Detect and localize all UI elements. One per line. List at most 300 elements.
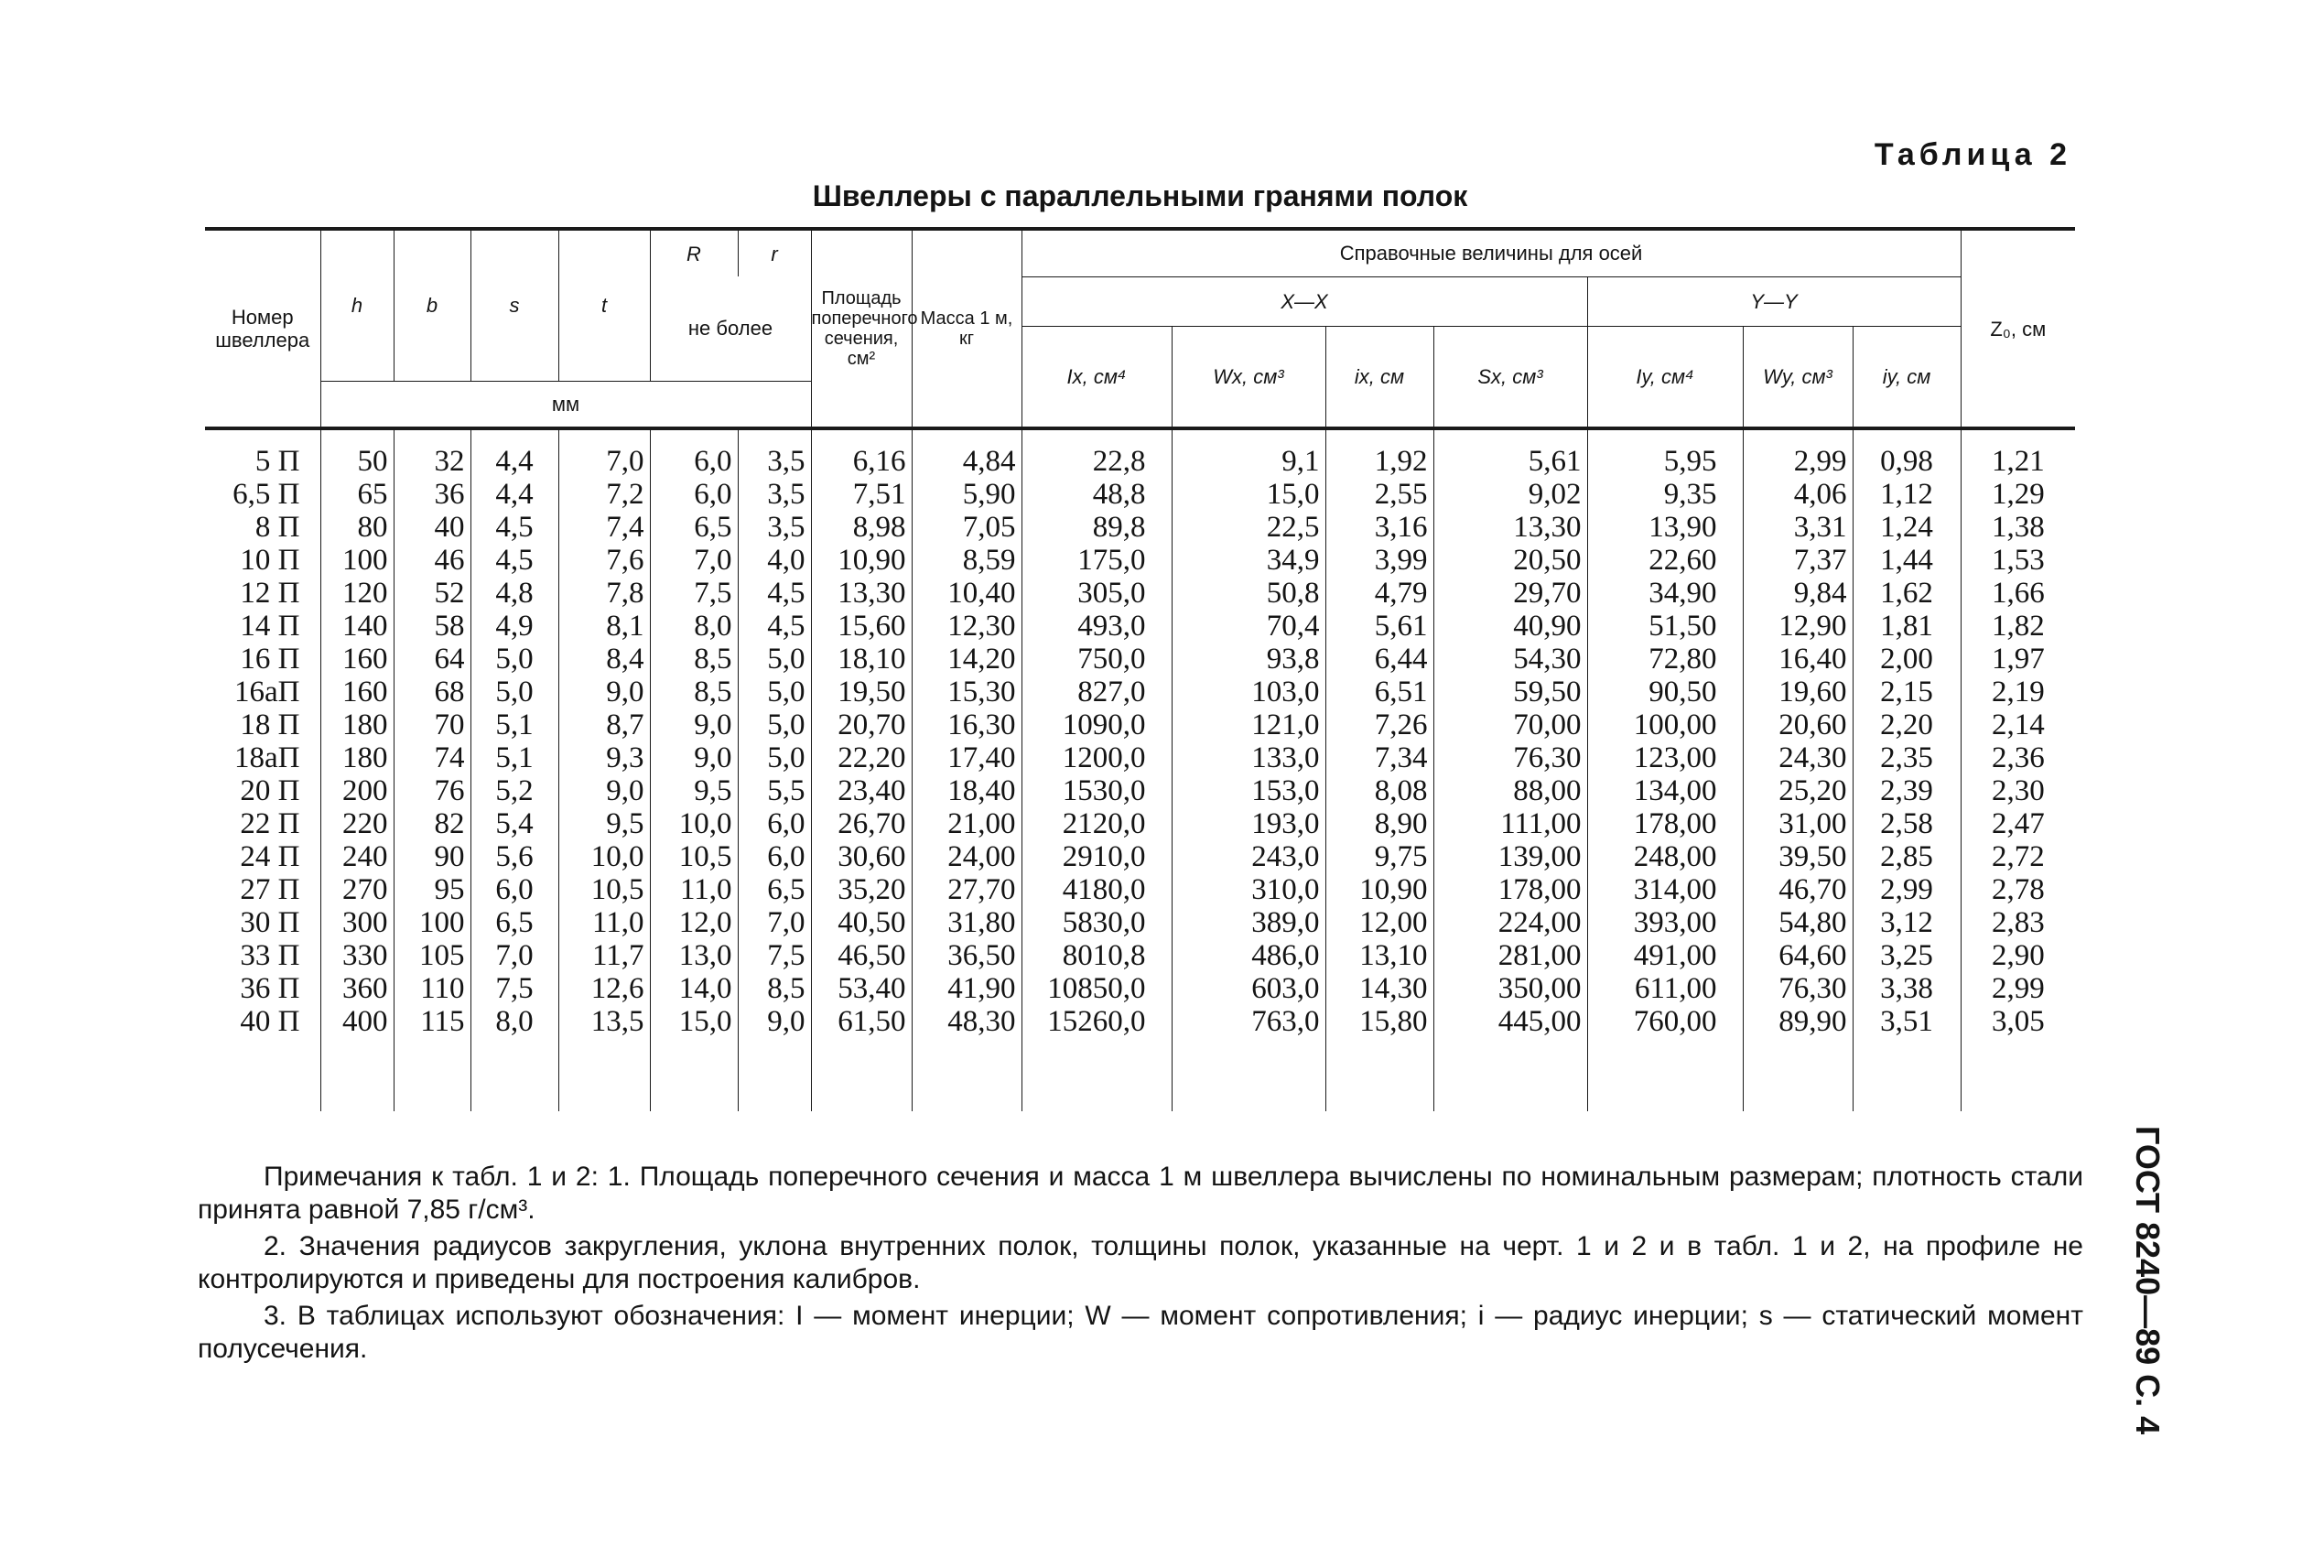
table-row (205, 708, 2075, 741)
table-cell: 105 (394, 939, 470, 972)
table-cell: 52 (394, 577, 470, 610)
table-cell: 6,0 (650, 445, 738, 478)
table-row (205, 1005, 2075, 1038)
table-cell: 14,20 (912, 643, 1021, 676)
table-cell: 6,0 (738, 807, 811, 840)
table-cell: 5,0 (470, 676, 558, 708)
header-area: Площадь поперечного сечения, см² (811, 229, 912, 428)
table-cell: 400 (320, 1005, 394, 1038)
table-cell: 5,0 (738, 708, 811, 741)
table-cell: 305,0 (1021, 577, 1172, 610)
table-cell: 110 (394, 972, 470, 1005)
table-cell: 39,50 (1743, 840, 1853, 873)
table-cell: 10,5 (558, 873, 650, 906)
channel-number-cell: 10 П (240, 544, 300, 577)
table-row (205, 873, 2075, 906)
table-cell: 70,4 (1172, 610, 1325, 643)
table-cell: 31,00 (1743, 807, 1853, 840)
table-cell: 8,0 (650, 610, 738, 643)
table-cell: 1,29 (1961, 478, 2075, 511)
table-cell: 46,50 (811, 939, 912, 972)
table-cell: 350,00 (1433, 972, 1587, 1005)
table-cell: 3,38 (1853, 972, 1961, 1005)
table-row (205, 478, 2075, 511)
table-cell: 2,58 (1853, 807, 1961, 840)
header-t: t (558, 229, 650, 381)
table-cell: 4,8 (470, 577, 558, 610)
table-cell: 1,38 (1961, 511, 2075, 544)
table-cell: 393,00 (1587, 906, 1743, 939)
table-cell: 1090,0 (1021, 708, 1172, 741)
table-row (205, 643, 2075, 676)
table-cell: 72,80 (1587, 643, 1743, 676)
table-cell: 1,97 (1961, 643, 2075, 676)
channel-table (205, 227, 2075, 1111)
table-cell: 22,5 (1172, 511, 1325, 544)
channel-number-cell: 24 П (240, 840, 300, 873)
header-Wy: Wy, см³ (1743, 326, 1853, 428)
table-cell: 3,99 (1325, 544, 1433, 577)
gost-side-stamp: ГОСТ 8240—89 С. 4 (2129, 1126, 2167, 1435)
table-cell: 17,40 (912, 741, 1021, 774)
table-cell: 25,20 (1743, 774, 1853, 807)
table-cell: 445,00 (1433, 1005, 1587, 1038)
table-cell: 314,00 (1587, 873, 1743, 906)
table-cell: 4,5 (738, 610, 811, 643)
table-cell: 7,51 (811, 478, 912, 511)
table-cell: 13,5 (558, 1005, 650, 1038)
table-cell: 240 (320, 840, 394, 873)
table-cell: 180 (320, 741, 394, 774)
table-row (205, 906, 2075, 939)
table-cell: 3,12 (1853, 906, 1961, 939)
table-cell: 5,5 (738, 774, 811, 807)
table-cell: 611,00 (1587, 972, 1743, 1005)
table-cell: 5,0 (738, 741, 811, 774)
table-cell: 603,0 (1172, 972, 1325, 1005)
table-cell: 8,4 (558, 643, 650, 676)
table-cell: 180 (320, 708, 394, 741)
table-cell: 2,30 (1961, 774, 2075, 807)
table-cell: 4,5 (470, 511, 558, 544)
table-row (205, 840, 2075, 873)
table-cell: 9,75 (1325, 840, 1433, 873)
table-cell: 111,00 (1433, 807, 1587, 840)
table-cell: 76,30 (1743, 972, 1853, 1005)
table-cell: 760,00 (1587, 1005, 1743, 1038)
table-cell: 7,26 (1325, 708, 1433, 741)
table-cell: 46,70 (1743, 873, 1853, 906)
table-cell: 7,0 (558, 445, 650, 478)
table-cell: 2,83 (1961, 906, 2075, 939)
channel-number-cell: 33 П (240, 939, 300, 972)
channel-number-cell: 18аП (234, 741, 300, 774)
table-cell: 15,30 (912, 676, 1021, 708)
table-cell: 18,10 (811, 643, 912, 676)
table-cell: 8,5 (738, 972, 811, 1005)
table-cell: 34,9 (1172, 544, 1325, 577)
table-cell: 220 (320, 807, 394, 840)
table-cell: 18,40 (912, 774, 1021, 807)
channel-number-cell: 14 П (240, 610, 300, 643)
table-cell: 1200,0 (1021, 741, 1172, 774)
header-b: b (394, 229, 470, 381)
table-cell: 9,0 (738, 1005, 811, 1038)
table-cell: 15,80 (1325, 1005, 1433, 1038)
table-cell: 89,90 (1743, 1005, 1853, 1038)
header-mm: мм (320, 381, 811, 428)
table-cell: 40 (394, 511, 470, 544)
table-cell: 50 (320, 445, 394, 478)
table-cell: 100 (394, 906, 470, 939)
table-cell: 3,31 (1743, 511, 1853, 544)
table-cell: 13,30 (1433, 511, 1587, 544)
table-cell: 750,0 (1021, 643, 1172, 676)
table-cell: 224,00 (1433, 906, 1587, 939)
table-cell: 486,0 (1172, 939, 1325, 972)
table-cell: 5,61 (1433, 445, 1587, 478)
header-reference: Справочные величины для осей (1021, 229, 1961, 276)
table-cell: 54,30 (1433, 643, 1587, 676)
table-cell: 2,47 (1961, 807, 2075, 840)
table-cell: 54,80 (1743, 906, 1853, 939)
table-cell: 7,5 (650, 577, 738, 610)
table-cell: 82 (394, 807, 470, 840)
table-cell: 80 (320, 511, 394, 544)
table-cell: 53,40 (811, 972, 912, 1005)
table-cell: 1,12 (1853, 478, 1961, 511)
table-row (205, 511, 2075, 544)
table-label: Таблица 2 (1874, 137, 2071, 172)
table-cell: 281,00 (1433, 939, 1587, 972)
table-cell: 1530,0 (1021, 774, 1172, 807)
table-cell: 90,50 (1587, 676, 1743, 708)
table-cell: 4180,0 (1021, 873, 1172, 906)
header-number: Номер швеллера (205, 229, 320, 428)
table-cell: 7,0 (738, 906, 811, 939)
table-cell: 10,90 (811, 544, 912, 577)
table-cell: 2,99 (1743, 445, 1853, 478)
table-cell: 6,0 (738, 840, 811, 873)
table-cell: 3,51 (1853, 1005, 1961, 1038)
header-z0: Z₀, см (1961, 229, 2075, 428)
table-cell: 10850,0 (1021, 972, 1172, 1005)
table-cell: 40,50 (811, 906, 912, 939)
table-cell: 65 (320, 478, 394, 511)
table-cell: 360 (320, 972, 394, 1005)
table-row (205, 972, 2075, 1005)
table-cell: 3,05 (1961, 1005, 2075, 1038)
table-cell: 175,0 (1021, 544, 1172, 577)
header-axis-y: Y—Y (1587, 276, 1961, 326)
table-cell: 763,0 (1172, 1005, 1325, 1038)
table-cell: 4,79 (1325, 577, 1433, 610)
header-h: h (320, 229, 394, 381)
table-cell: 11,0 (650, 873, 738, 906)
table-cell: 3,16 (1325, 511, 1433, 544)
header-R: R (650, 229, 738, 276)
table-cell: 76,30 (1433, 741, 1587, 774)
table-cell: 1,66 (1961, 577, 2075, 610)
table-cell: 2,99 (1853, 873, 1961, 906)
table-cell: 12,0 (650, 906, 738, 939)
table-cell: 68 (394, 676, 470, 708)
table-cell: 134,00 (1587, 774, 1743, 807)
table-cell: 3,5 (738, 445, 811, 478)
table-cell: 9,0 (650, 708, 738, 741)
header-Ix: Ix, см⁴ (1021, 326, 1172, 428)
table-cell: 4,5 (738, 577, 811, 610)
table-cell: 10,5 (650, 840, 738, 873)
table-cell: 5,1 (470, 708, 558, 741)
table-cell: 40,90 (1433, 610, 1587, 643)
channel-number-cell: 5 П (254, 445, 300, 478)
table-cell: 2,20 (1853, 708, 1961, 741)
channel-number-cell: 12 П (240, 577, 300, 610)
table-cell: 100,00 (1587, 708, 1743, 741)
header-Sx: Sx, см³ (1433, 326, 1587, 428)
table-cell: 34,90 (1587, 577, 1743, 610)
table-body (205, 428, 2075, 1111)
table-cell: 11,7 (558, 939, 650, 972)
table-cell: 8,7 (558, 708, 650, 741)
table-cell: 7,5 (738, 939, 811, 972)
table-cell: 12,90 (1743, 610, 1853, 643)
table-cell: 15,60 (811, 610, 912, 643)
table-cell: 90 (394, 840, 470, 873)
table-cell: 9,5 (558, 807, 650, 840)
table-cell: 9,0 (558, 676, 650, 708)
table-cell: 8,0 (470, 1005, 558, 1038)
table-cell: 1,21 (1961, 445, 2075, 478)
table-cell: 200 (320, 774, 394, 807)
channel-number-cell: 27 П (240, 873, 300, 906)
table-cell: 8,90 (1325, 807, 1433, 840)
table-cell: 13,90 (1587, 511, 1743, 544)
table-cell: 1,24 (1853, 511, 1961, 544)
table-cell: 7,5 (470, 972, 558, 1005)
table-cell: 12,30 (912, 610, 1021, 643)
table-cell: 5,95 (1587, 445, 1743, 478)
table-cell: 1,53 (1961, 544, 2075, 577)
table-cell: 10,90 (1325, 873, 1433, 906)
table-cell: 2,39 (1853, 774, 1961, 807)
table-cell: 2,15 (1853, 676, 1961, 708)
table-cell: 3,5 (738, 511, 811, 544)
table-cell: 270 (320, 873, 394, 906)
table-cell: 5,0 (470, 643, 558, 676)
table-cell: 1,92 (1325, 445, 1433, 478)
table-cell: 7,4 (558, 511, 650, 544)
table-cell: 178,00 (1433, 873, 1587, 906)
table-cell: 6,16 (811, 445, 912, 478)
table-cell: 27,70 (912, 873, 1021, 906)
table-cell: 76 (394, 774, 470, 807)
table-cell: 26,70 (811, 807, 912, 840)
table-cell: 15,0 (1172, 478, 1325, 511)
table-cell: 16,40 (1743, 643, 1853, 676)
table-cell: 20,60 (1743, 708, 1853, 741)
table-cell: 1,62 (1853, 577, 1961, 610)
table-cell: 29,70 (1433, 577, 1587, 610)
table-cell: 95 (394, 873, 470, 906)
table-cell: 12,6 (558, 972, 650, 1005)
table-cell: 160 (320, 676, 394, 708)
table-cell: 5,1 (470, 741, 558, 774)
table-cell: 493,0 (1021, 610, 1172, 643)
table-row (205, 741, 2075, 774)
table-cell: 6,5 (470, 906, 558, 939)
table-cell: 74 (394, 741, 470, 774)
table-row (205, 610, 2075, 643)
channel-number-cell: 8 П (254, 511, 300, 544)
table-cell: 11,0 (558, 906, 650, 939)
table-cell: 193,0 (1172, 807, 1325, 840)
table-cell: 6,44 (1325, 643, 1433, 676)
table-cell: 48,30 (912, 1005, 1021, 1038)
table-cell: 59,50 (1433, 676, 1587, 708)
table-cell: 8010,8 (1021, 939, 1172, 972)
table-cell: 7,05 (912, 511, 1021, 544)
table-cell: 2,90 (1961, 939, 2075, 972)
table-cell: 7,37 (1743, 544, 1853, 577)
table-cell: 21,00 (912, 807, 1021, 840)
table-cell: 36,50 (912, 939, 1021, 972)
table-cell: 5,0 (738, 676, 811, 708)
table-cell: 4,9 (470, 610, 558, 643)
table-cell: 14,0 (650, 972, 738, 1005)
table-cell: 6,0 (470, 873, 558, 906)
table-cell: 2,72 (1961, 840, 2075, 873)
table-row (205, 807, 2075, 840)
note-3: 3. В таблицах используют обозначения: I — момент инерции; W — момент сопротивления; i — радиус инерции; s — статический момент полусечения. (198, 1301, 2083, 1364)
table-cell: 46 (394, 544, 470, 577)
table-cell: 19,60 (1743, 676, 1853, 708)
table-cell: 9,5 (650, 774, 738, 807)
header-Wx: Wx, см³ (1172, 326, 1325, 428)
table-cell: 93,8 (1172, 643, 1325, 676)
table-cell: 64 (394, 643, 470, 676)
table-cell: 491,00 (1587, 939, 1743, 972)
table-cell: 22,8 (1021, 445, 1172, 478)
header-iy: iy, см (1853, 326, 1961, 428)
table-cell: 58 (394, 610, 470, 643)
note-1: Примечания к табл. 1 и 2: 1. Площадь поперечного сечения и масса 1 м швеллера вычислены по номинальным размерам; плотность стали принята равной 7,85 г/см³. (198, 1162, 2083, 1225)
table-cell: 24,00 (912, 840, 1021, 873)
table-cell: 153,0 (1172, 774, 1325, 807)
table-cell: 5830,0 (1021, 906, 1172, 939)
table-cell: 3,5 (738, 478, 811, 511)
table-cell: 51,50 (1587, 610, 1743, 643)
table-cell: 8,5 (650, 676, 738, 708)
channel-number-cell: 16аП (234, 676, 300, 708)
table-cell: 15,0 (650, 1005, 738, 1038)
table-row (205, 445, 2075, 478)
table-cell: 20,50 (1433, 544, 1587, 577)
table-cell: 4,06 (1743, 478, 1853, 511)
table-cell: 22,20 (811, 741, 912, 774)
table-cell: 0,98 (1853, 445, 1961, 478)
table-cell: 13,10 (1325, 939, 1433, 972)
table-cell: 1,81 (1853, 610, 1961, 643)
table-cell: 7,0 (470, 939, 558, 972)
table-row (205, 544, 2075, 577)
table-cell: 310,0 (1172, 873, 1325, 906)
table-cell: 23,40 (811, 774, 912, 807)
table-cell: 32 (394, 445, 470, 478)
channel-number-cell: 20 П (240, 774, 300, 807)
table-cell: 2,36 (1961, 741, 2075, 774)
table-cell: 2,19 (1961, 676, 2075, 708)
table-cell: 4,5 (470, 544, 558, 577)
table-cell: 8,1 (558, 610, 650, 643)
table-cell: 22,60 (1587, 544, 1743, 577)
table-cell: 5,4 (470, 807, 558, 840)
channel-number-cell: 16 П (240, 643, 300, 676)
table-cell: 13,0 (650, 939, 738, 972)
table-cell: 2,35 (1853, 741, 1961, 774)
table-cell: 2,85 (1853, 840, 1961, 873)
table-cell: 8,08 (1325, 774, 1433, 807)
table-cell: 9,0 (650, 741, 738, 774)
table-cell: 4,84 (912, 445, 1021, 478)
table-cell: 20,70 (811, 708, 912, 741)
channel-number-cell: 18 П (240, 708, 300, 741)
table-cell: 2910,0 (1021, 840, 1172, 873)
table-cell: 41,90 (912, 972, 1021, 1005)
table-cell: 48,8 (1021, 478, 1172, 511)
table-cell: 139,00 (1433, 840, 1587, 873)
channel-number-cell: 30 П (240, 906, 300, 939)
table-cell: 36 (394, 478, 470, 511)
table-cell: 4,0 (738, 544, 811, 577)
table-cell: 9,35 (1587, 478, 1743, 511)
table-cell: 178,00 (1587, 807, 1743, 840)
table-cell: 70 (394, 708, 470, 741)
table-cell: 5,6 (470, 840, 558, 873)
table-cell: 12,00 (1325, 906, 1433, 939)
table-cell: 2,14 (1961, 708, 2075, 741)
header-Iy: Iy, см⁴ (1587, 326, 1743, 428)
table-cell: 50,8 (1172, 577, 1325, 610)
table-cell: 2120,0 (1021, 807, 1172, 840)
header-axis-x: X—X (1021, 276, 1587, 326)
table-cell: 7,6 (558, 544, 650, 577)
table-cell: 7,2 (558, 478, 650, 511)
table-cell: 1,44 (1853, 544, 1961, 577)
table-cell: 7,0 (650, 544, 738, 577)
table-cell: 14,30 (1325, 972, 1433, 1005)
header-r: r (738, 229, 811, 276)
table-cell: 4,4 (470, 478, 558, 511)
table-cell: 121,0 (1172, 708, 1325, 741)
channel-number-cell: 40 П (240, 1005, 300, 1038)
table-cell: 160 (320, 643, 394, 676)
table-cell: 103,0 (1172, 676, 1325, 708)
table-cell: 64,60 (1743, 939, 1853, 972)
table-cell: 300 (320, 906, 394, 939)
table-cell: 6,5 (650, 511, 738, 544)
notes (198, 1161, 2083, 1369)
table-cell: 6,51 (1325, 676, 1433, 708)
table-cell: 9,02 (1433, 478, 1587, 511)
table-cell: 88,00 (1433, 774, 1587, 807)
table-cell: 10,40 (912, 577, 1021, 610)
header-not-more: не более (650, 276, 811, 381)
table-cell: 70,00 (1433, 708, 1587, 741)
table-cell: 8,98 (811, 511, 912, 544)
channel-number-cell: 6,5 П (232, 478, 300, 511)
